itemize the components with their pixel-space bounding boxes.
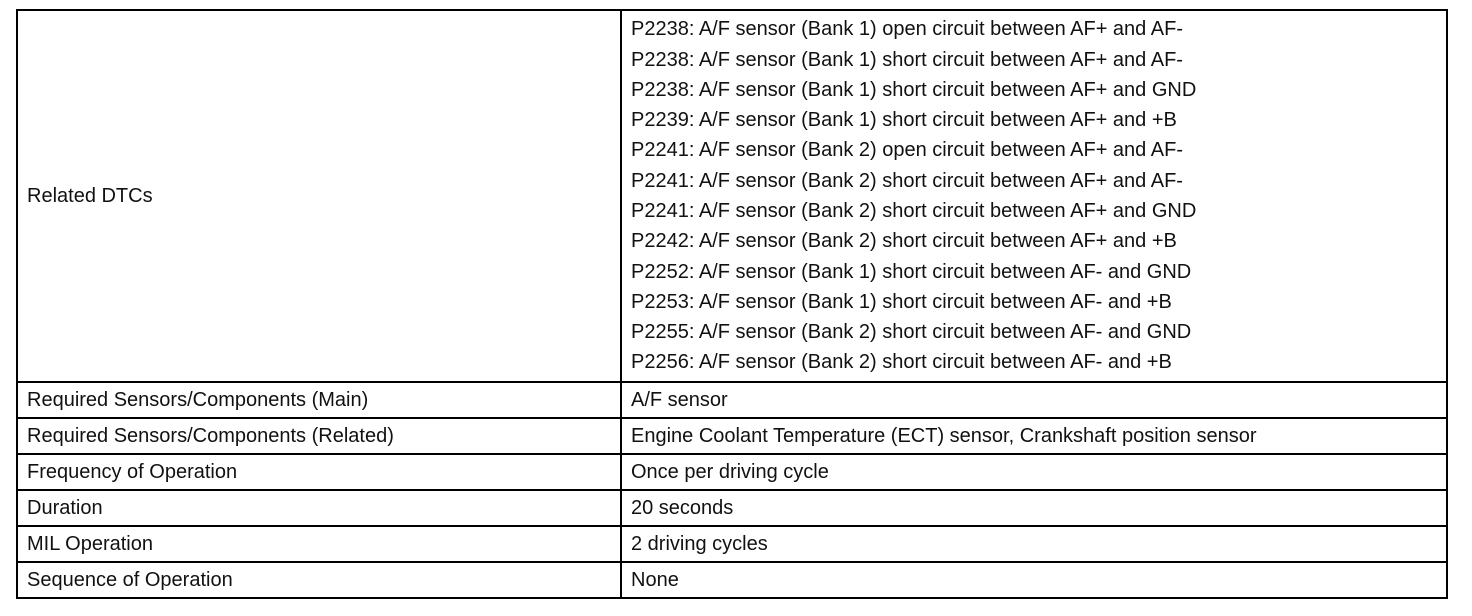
- dtc-item: P2241: A/F sensor (Bank 2) open circuit between AF+ and AF-: [631, 139, 1183, 162]
- table-row-required-components-related: [17, 418, 1447, 454]
- table-row-duration: [17, 490, 1447, 526]
- row-value: Engine Coolant Temperature (ECT) sensor, Crankshaft position sensor: [621, 418, 1447, 454]
- dtc-item: P2238: A/F sensor (Bank 1) short circuit between AF+ and GND: [631, 78, 1197, 101]
- dtc-item: P2238: A/F sensor (Bank 1) short circuit between AF+ and AF-: [631, 48, 1183, 71]
- row-label: Sequence of Operation: [17, 562, 621, 598]
- row-label: MIL Operation: [17, 526, 621, 562]
- table-row-sequence-of-operation: [17, 562, 1447, 598]
- dtc-item: P2238: A/F sensor (Bank 1) open circuit between AF+ and AF-: [631, 18, 1183, 41]
- row-label: Required Sensors/Components (Main): [17, 382, 621, 418]
- row-value: A/F sensor: [621, 382, 1447, 418]
- dtc-item: P2239: A/F sensor (Bank 1) short circuit between AF+ and +B: [631, 109, 1177, 132]
- dtc-item: P2242: A/F sensor (Bank 2) short circuit between AF+ and +B: [631, 230, 1177, 253]
- row-label: Required Sensors/Components (Related): [17, 418, 621, 454]
- table-row-required-components-main: [17, 382, 1447, 418]
- dtc-item: P2252: A/F sensor (Bank 1) short circuit between AF- and GND: [631, 260, 1192, 283]
- table-row-frequency-of-operation: [17, 454, 1447, 490]
- dtc-item: P2255: A/F sensor (Bank 2) short circuit between AF- and GND: [631, 321, 1192, 344]
- row-value: 2 driving cycles: [621, 526, 1447, 562]
- dtc-item: P2241: A/F sensor (Bank 2) short circuit between AF+ and GND: [631, 200, 1197, 222]
- dtc-item: P2256: A/F sensor (Bank 2) short circuit between AF- and +B: [631, 351, 1172, 374]
- dtc-list: [621, 10, 1447, 382]
- row-value: 20 seconds: [621, 490, 1447, 526]
- row-label: Duration: [17, 490, 621, 526]
- dtc-item: P2253: A/F sensor (Bank 1) short circuit between AF- and +B: [631, 290, 1172, 313]
- table-row-mil-operation: [17, 526, 1447, 562]
- table-row-related-dtcs: [17, 10, 1447, 382]
- row-value: None: [621, 562, 1447, 598]
- monitor-spec-table: [16, 9, 1448, 599]
- dtc-item: P2241: A/F sensor (Bank 2) short circuit between AF+ and AF-: [631, 169, 1183, 192]
- row-label: Frequency of Operation: [17, 454, 621, 490]
- row-label: Related DTCs: [17, 10, 621, 382]
- row-value: Once per driving cycle: [621, 454, 1447, 490]
